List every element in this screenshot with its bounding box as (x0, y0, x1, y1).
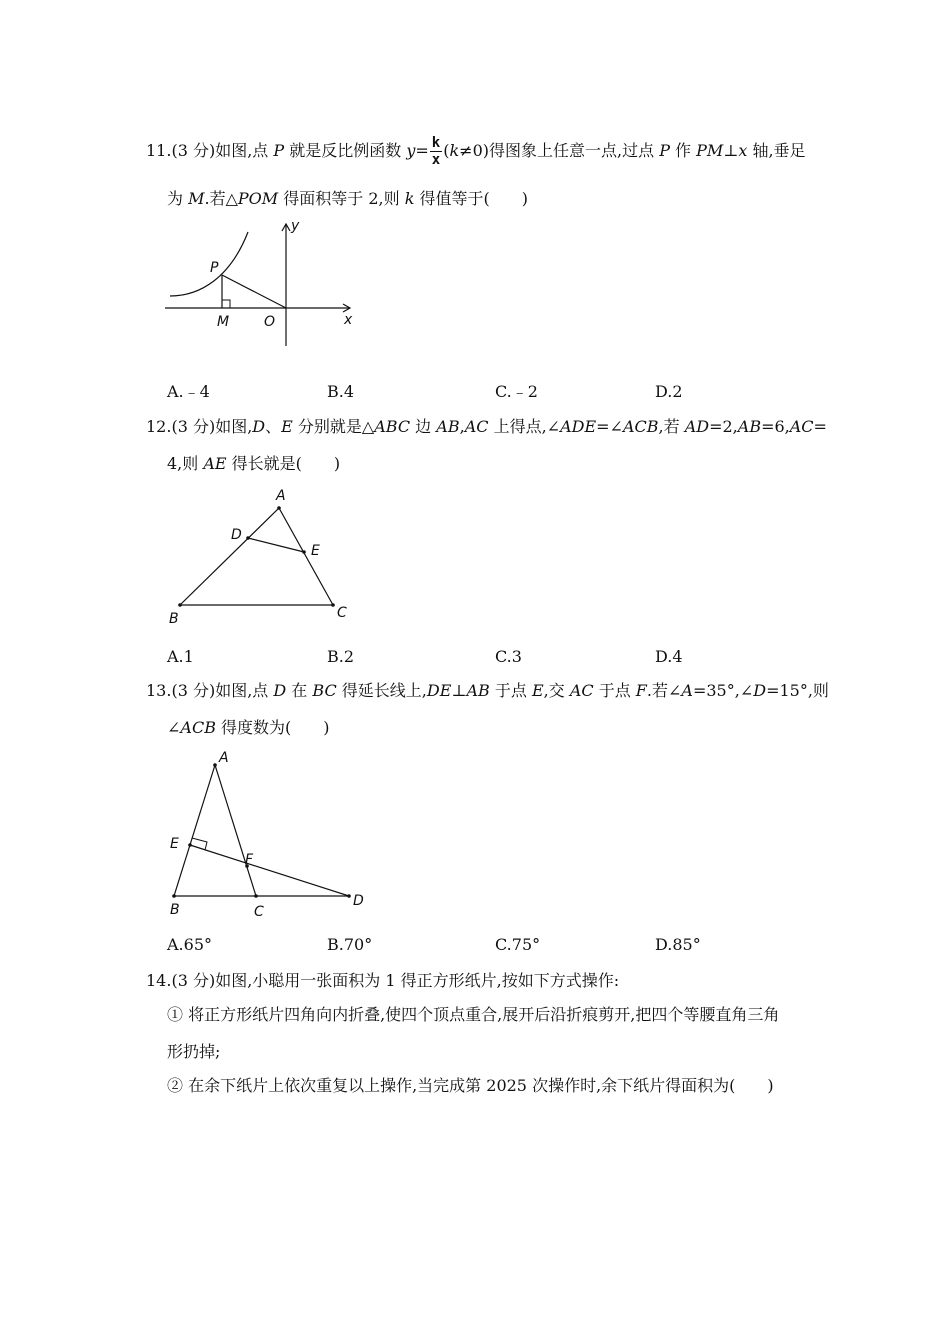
label-y: y (291, 218, 300, 234)
segment-DE (248, 538, 304, 552)
hyperbola-curve (170, 232, 248, 296)
segment-AC (215, 765, 256, 896)
point-B (172, 894, 176, 898)
label-E: E (170, 836, 179, 852)
label-x: x (344, 312, 353, 328)
q14-text-line2: ① 将正方形纸片四角向内折叠,使四个顶点重合,展开后沿折痕剪开,把四个等腰直角三角 (167, 1005, 780, 1024)
q13-text-line2: ∠ACB 得度数为( ) (167, 718, 330, 737)
q13-option-c: C.75° (495, 935, 541, 954)
segment-PO (222, 275, 286, 308)
q12-option-d: D.4 (655, 647, 683, 666)
q12-option-b: B.2 (327, 647, 355, 666)
q13-option-b: B.70° (327, 935, 373, 954)
label-C: C (337, 605, 347, 621)
q12-figure (160, 484, 360, 629)
label-D: D (353, 893, 364, 909)
label-A: A (219, 750, 229, 766)
fraction-k-over-x: $\frac{k}{x}$ (431, 135, 441, 168)
q11-option-a: A.﹣4 (167, 382, 210, 401)
label-B: B (169, 611, 179, 627)
q11-text-line2: 为 M.若△POM 得面积等于 2,则 k 得值等于( ) (167, 189, 528, 208)
segment-AB (174, 765, 215, 896)
point-D (347, 894, 351, 898)
label-M: M (217, 314, 230, 330)
q13-text-line1: 13.(3 分)如图,点 D 在 BC 得延长线上,DE⊥AB 于点 E,交 AC 于点 F.若∠A=35°,∠D=15°,则 (146, 681, 829, 700)
label-E: E (311, 543, 320, 559)
point-B (178, 603, 182, 607)
q11-text-line1: 11.(3 分)如图,点 P 就是反比例函数 y= $\frac{k}{x}$ (k≠0)得图象上任意一点,过点 P 作 PM⊥x 轴,垂足 (146, 135, 806, 168)
point-E (302, 550, 306, 554)
point-E (188, 843, 192, 847)
point-A (213, 763, 217, 767)
q11-option-d: D.2 (655, 382, 683, 401)
q11-figure (160, 218, 360, 353)
label-D: D (231, 527, 242, 543)
q14-text-line1: 14.(3 分)如图,小聪用一张面积为 1 得正方形纸片,按如下方式操作: (146, 971, 620, 990)
point-C (331, 603, 335, 607)
q11-option-c: C.﹣2 (495, 382, 538, 401)
segment-ED (190, 845, 349, 896)
label-A: A (276, 488, 286, 504)
point-D (246, 536, 250, 540)
q12-option-c: C.3 (495, 647, 522, 666)
label-C: C (254, 904, 264, 920)
q11-option-b: B.4 (327, 382, 355, 401)
right-angle-mark (222, 300, 230, 308)
q14-text-line4: ② 在余下纸片上依次重复以上操作,当完成第 2025 次操作时,余下纸片得面积为( ) (167, 1076, 774, 1095)
q12-text-line1: 12.(3 分)如图,D、E 分别就是△ABC 边 AB,AC 上得点,∠ADE=∠ACB,若 AD=2,AB=6,AC= (146, 417, 827, 436)
q12-option-a: A.1 (167, 647, 194, 666)
point-A (277, 506, 281, 510)
label-B: B (170, 902, 180, 918)
q13-figure (160, 748, 380, 923)
q14-text-line3: 形扔掉; (167, 1042, 221, 1061)
q13-option-d: D.85° (655, 935, 701, 954)
label-F: F (245, 852, 254, 868)
label-P: P (210, 260, 219, 276)
point-C (254, 894, 258, 898)
q13-option-a: A.65° (167, 935, 212, 954)
q12-text-line2: 4,则 AE 得长就是( ) (167, 454, 341, 473)
label-O: O (264, 314, 276, 330)
